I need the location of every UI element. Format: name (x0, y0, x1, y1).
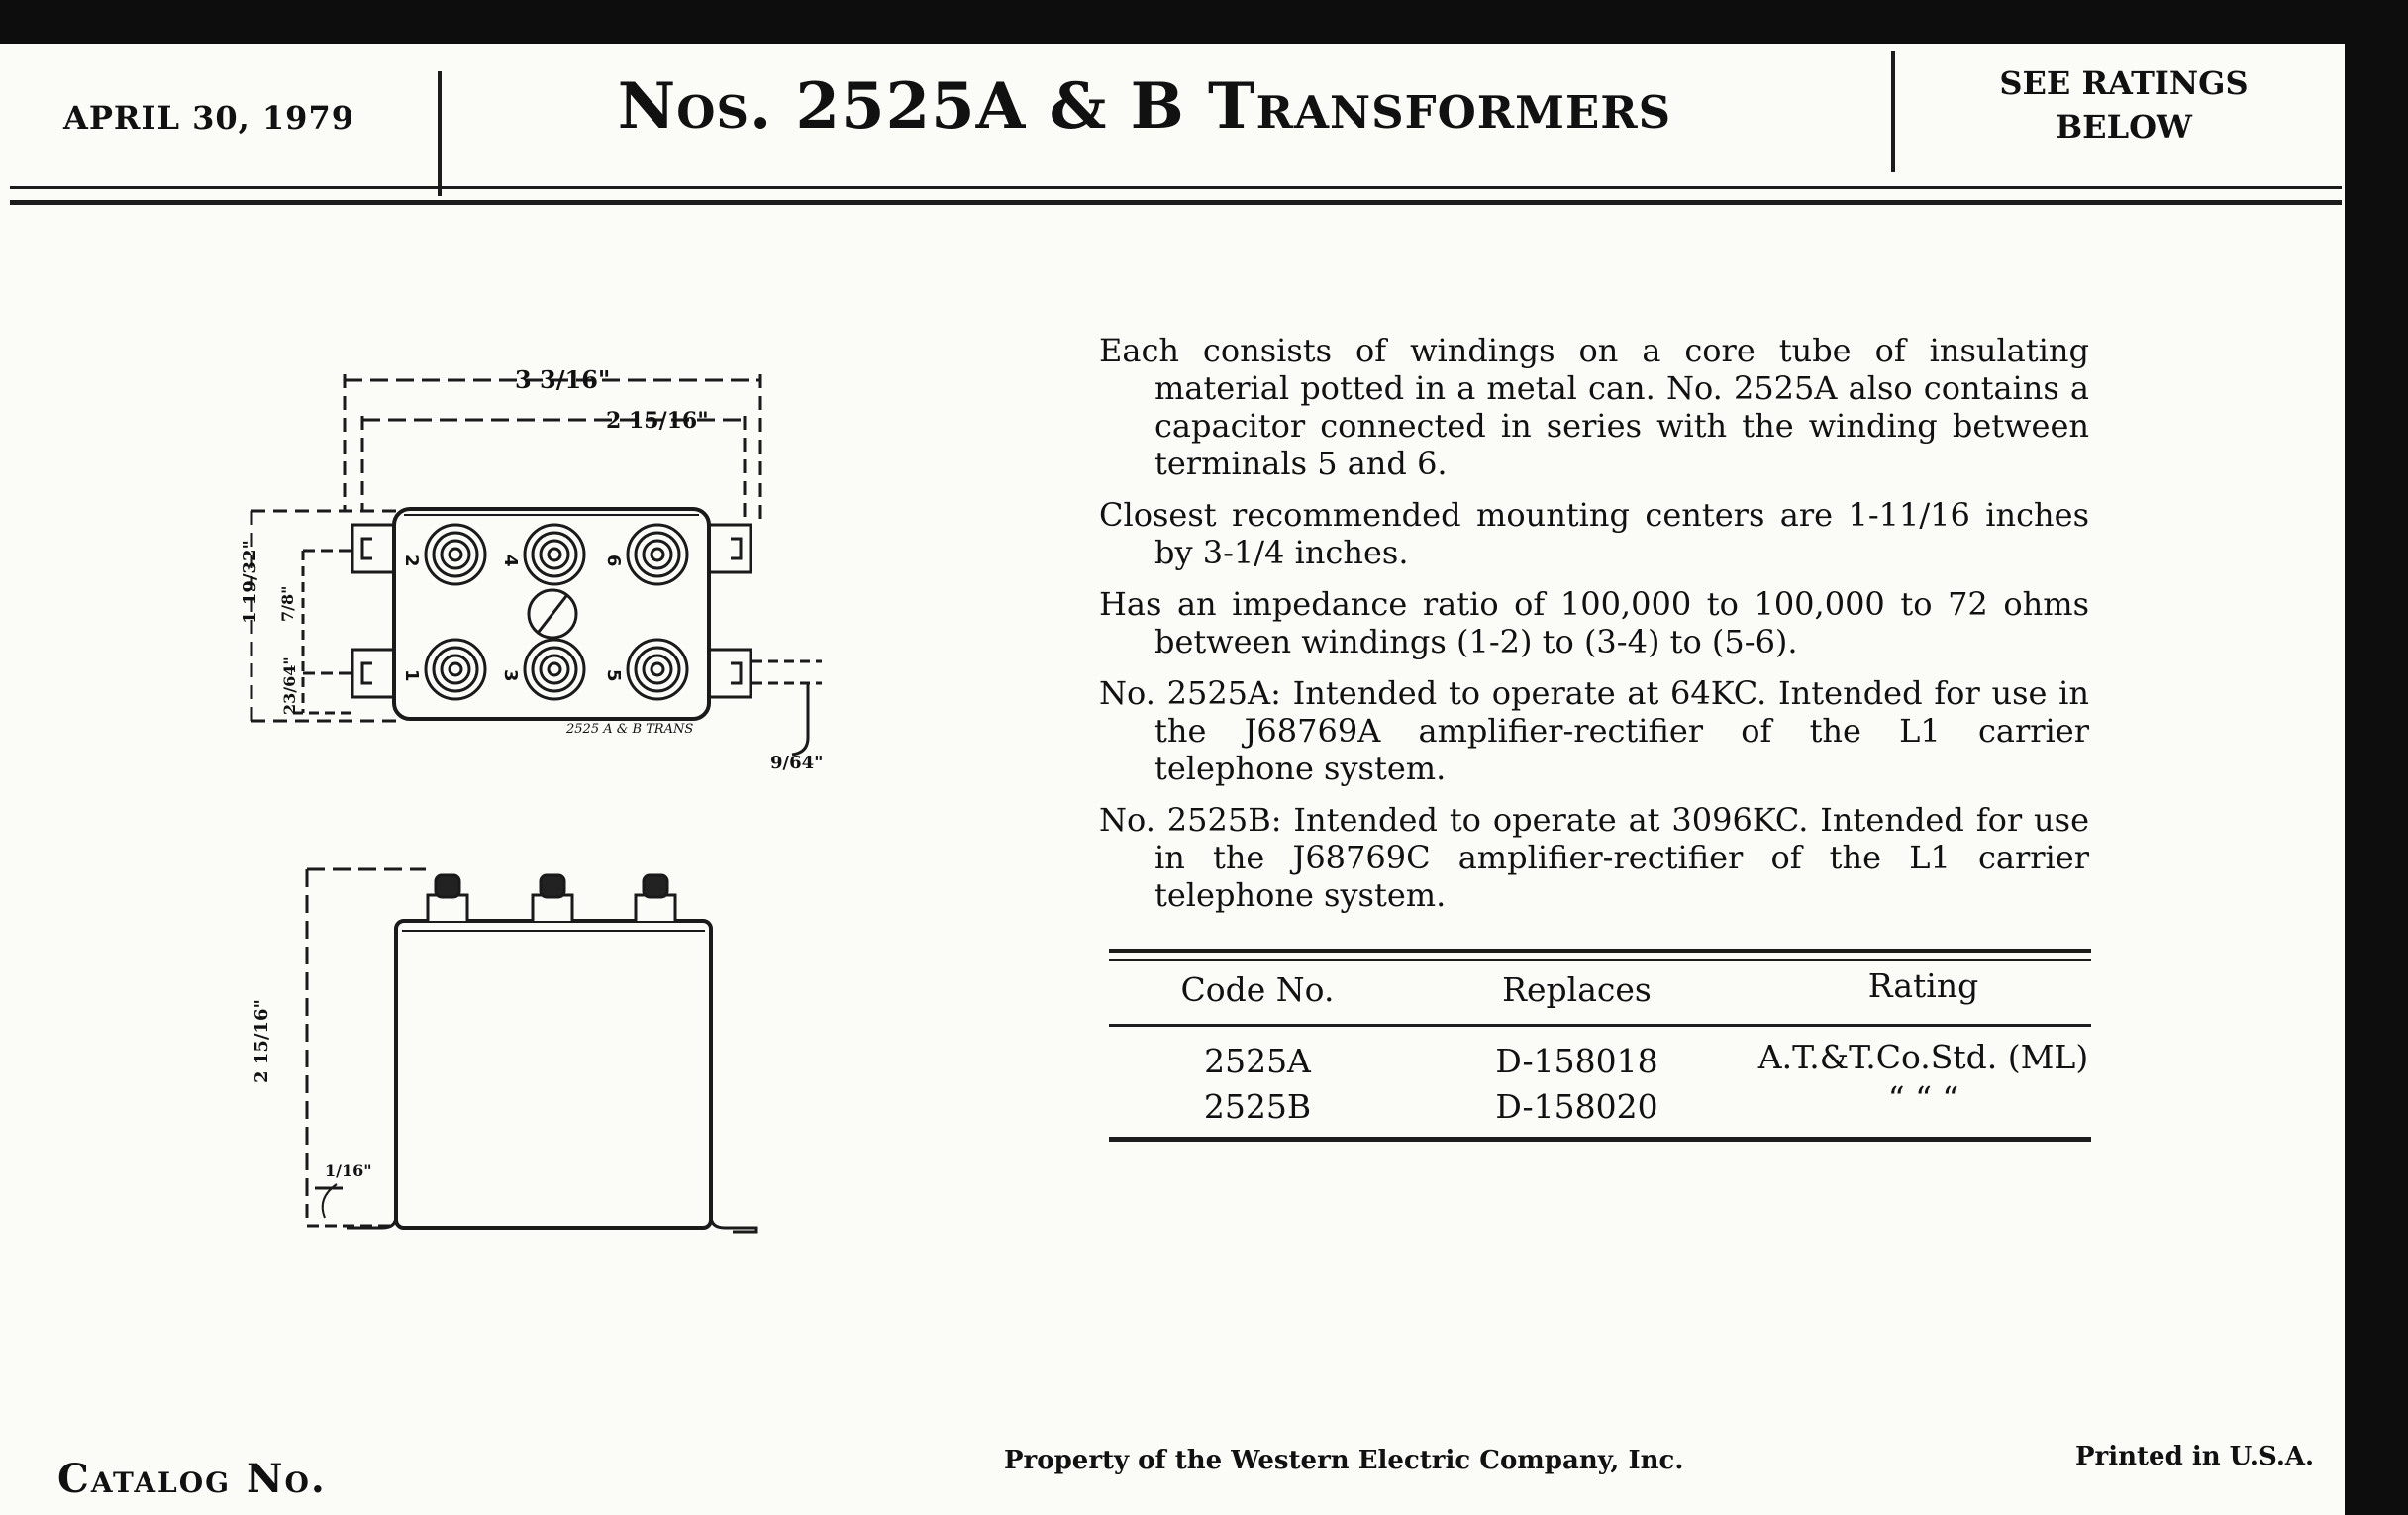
ratings-note-line1: SEE RATINGS (1999, 64, 2249, 102)
ratings-note-line2: BELOW (2056, 108, 2192, 146)
terminal-label-3: 3 (500, 669, 521, 682)
terminal-3 (525, 640, 584, 699)
terminal-label-6: 6 (603, 555, 624, 567)
ratings-note (1931, 61, 2317, 149)
description (1099, 332, 2089, 928)
row-2525b-rating: “ “ “ (1887, 1079, 1959, 1118)
table-rule-top-2 (1109, 959, 2091, 961)
transformer-drawing (0, 0, 1089, 1287)
issue-date: APRIL 30, 1979 (63, 99, 354, 137)
description-paragraph: Each consists of windings on a core tube of insulating material potted in a metal can. No. 2525A also contains a capacitor connected in series with the winding between terminals 5 and 6. (1099, 332, 2089, 482)
row-2525a-rating: A.T.&T.Co.Std. (ML) (1757, 1038, 2089, 1076)
drawing-stamp: 2525 A & B TRANS (566, 722, 694, 737)
table-rule-bottom (1109, 1137, 2091, 1142)
side-dim-flange: 1/16" (325, 1162, 372, 1180)
terminal-label-5: 5 (603, 669, 624, 682)
page-title: Nos. 2525A & B Transformers (617, 69, 1672, 144)
dim-bottom-offset: 23/64" (280, 656, 299, 715)
table-rule-top (1109, 949, 2091, 953)
dim-mounting-width: 2 15/16" (606, 408, 709, 434)
dim-height: 1 19/32" (240, 540, 260, 624)
terminal-6 (628, 525, 687, 584)
terminal-2 (426, 525, 485, 584)
dim-slot: 9/64" (770, 753, 824, 773)
terminal-4 (525, 525, 584, 584)
catalog-label: Catalog No. (57, 1456, 327, 1502)
row-2525a-replaces: D-158018 (1495, 1042, 1658, 1080)
header-code-no: Code No. (1180, 970, 1335, 1009)
scan-right-border (2345, 0, 2408, 1515)
description-paragraph: Closest recommended mounting centers are 1-11/16 inches by 3-1/4 inches. (1099, 496, 2089, 571)
header-divider-right (1891, 51, 1895, 172)
terminal-label-1: 1 (401, 669, 422, 682)
terminal-1 (426, 640, 485, 699)
description-paragraph: Has an impedance ratio of 100,000 to 100,000 to 72 ohms between windings (1-2) to (3-4) to (5-6). (1099, 585, 2089, 660)
row-2525b-code: 2525B (1203, 1087, 1312, 1126)
description-paragraph: No. 2525A: Intended to operate at 64KC. Intended for use in the J68769A amplifier-rectifier of the L1 carrier telephone system. (1099, 674, 2089, 787)
property-note: Property of the Western Electric Company, Inc. (1004, 1446, 1684, 1475)
side-view-studs (428, 875, 675, 921)
dim-overall-width: 3 3/16" (515, 365, 611, 394)
row-2525b-replaces: D-158020 (1495, 1087, 1658, 1126)
description-paragraph: No. 2525B: Intended to operate at 3096KC. Intended for use in the J68769C amplifier-rectifier of the L1 carrier telephone system. (1099, 801, 2089, 914)
header-rating: Rating (1867, 966, 1979, 1005)
terminal-label-2: 2 (401, 555, 422, 567)
header-replaces: Replaces (1502, 970, 1652, 1009)
printed-note: Printed in U.S.A. (2075, 1442, 2315, 1471)
terminal-5 (628, 640, 687, 699)
table-rule-mid (1109, 1024, 2091, 1027)
dim-row-spacing: 7/8" (278, 585, 297, 622)
side-dim-height: 2 15/16" (251, 999, 272, 1083)
row-2525a-code: 2525A (1204, 1042, 1311, 1080)
terminal-label-4: 4 (500, 555, 521, 567)
